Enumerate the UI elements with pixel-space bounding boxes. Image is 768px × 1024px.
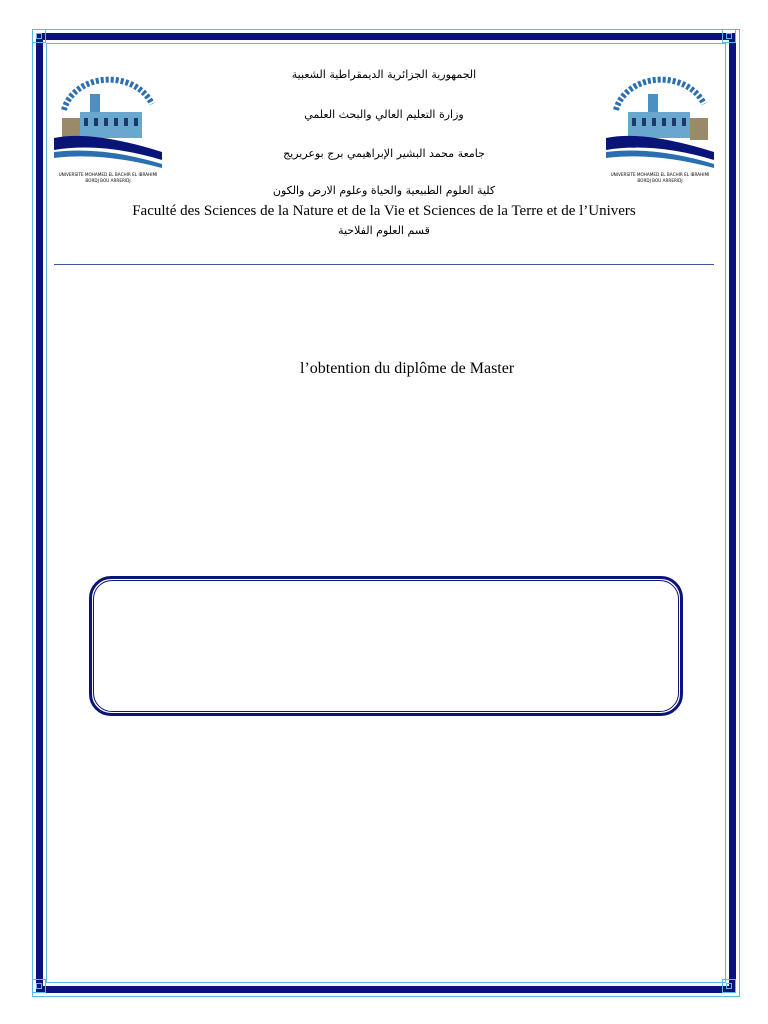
- header-faculty-ar: كلية العلوم الطبيعية والحياة وعلوم الارض والكون: [272, 184, 496, 197]
- header-faculty-fr: Faculté des Sciences de la Nature et de la Vie et Sciences de la Terre et de l’Univers: [132, 203, 636, 219]
- university-logo-left: [52, 72, 164, 190]
- thesis-title-box-inner-line: [93, 580, 679, 712]
- logo-caption-right-1: UNIVERSITE MOHAMED EL BACHIR EL IBRAHIMI: [610, 172, 710, 177]
- corner-ornament-bottom-right: [722, 979, 736, 993]
- header-divider: [54, 264, 714, 265]
- corner-ornament-top-left: [32, 29, 46, 43]
- header-university: جامعة محمد البشير الإبراهيمي برج بوعريريج: [283, 147, 485, 160]
- header-department: قسم العلوم الفلاحية: [338, 224, 430, 237]
- corner-ornament-bottom-left: [32, 979, 46, 993]
- header-ministry: وزارة التعليم العالي والبحث العلمي: [304, 108, 464, 121]
- university-logo-right: [604, 72, 716, 190]
- logo-caption-left-2: BORDJ BOU ARRERIDJ: [85, 178, 131, 183]
- logo-caption-right-2: BORDJ BOU ARRERIDJ: [637, 178, 683, 183]
- corner-ornament-top-right: [722, 29, 736, 43]
- logo-caption-left-1: UNIVERSITE MOHAMED EL BACHIR EL IBRAHIMI: [58, 172, 158, 177]
- diploma-subtitle: l’obtention du diplôme de Master: [300, 360, 515, 377]
- header-republic: الجمهورية الجزائرية الديمقراطية الشعبية: [291, 68, 477, 81]
